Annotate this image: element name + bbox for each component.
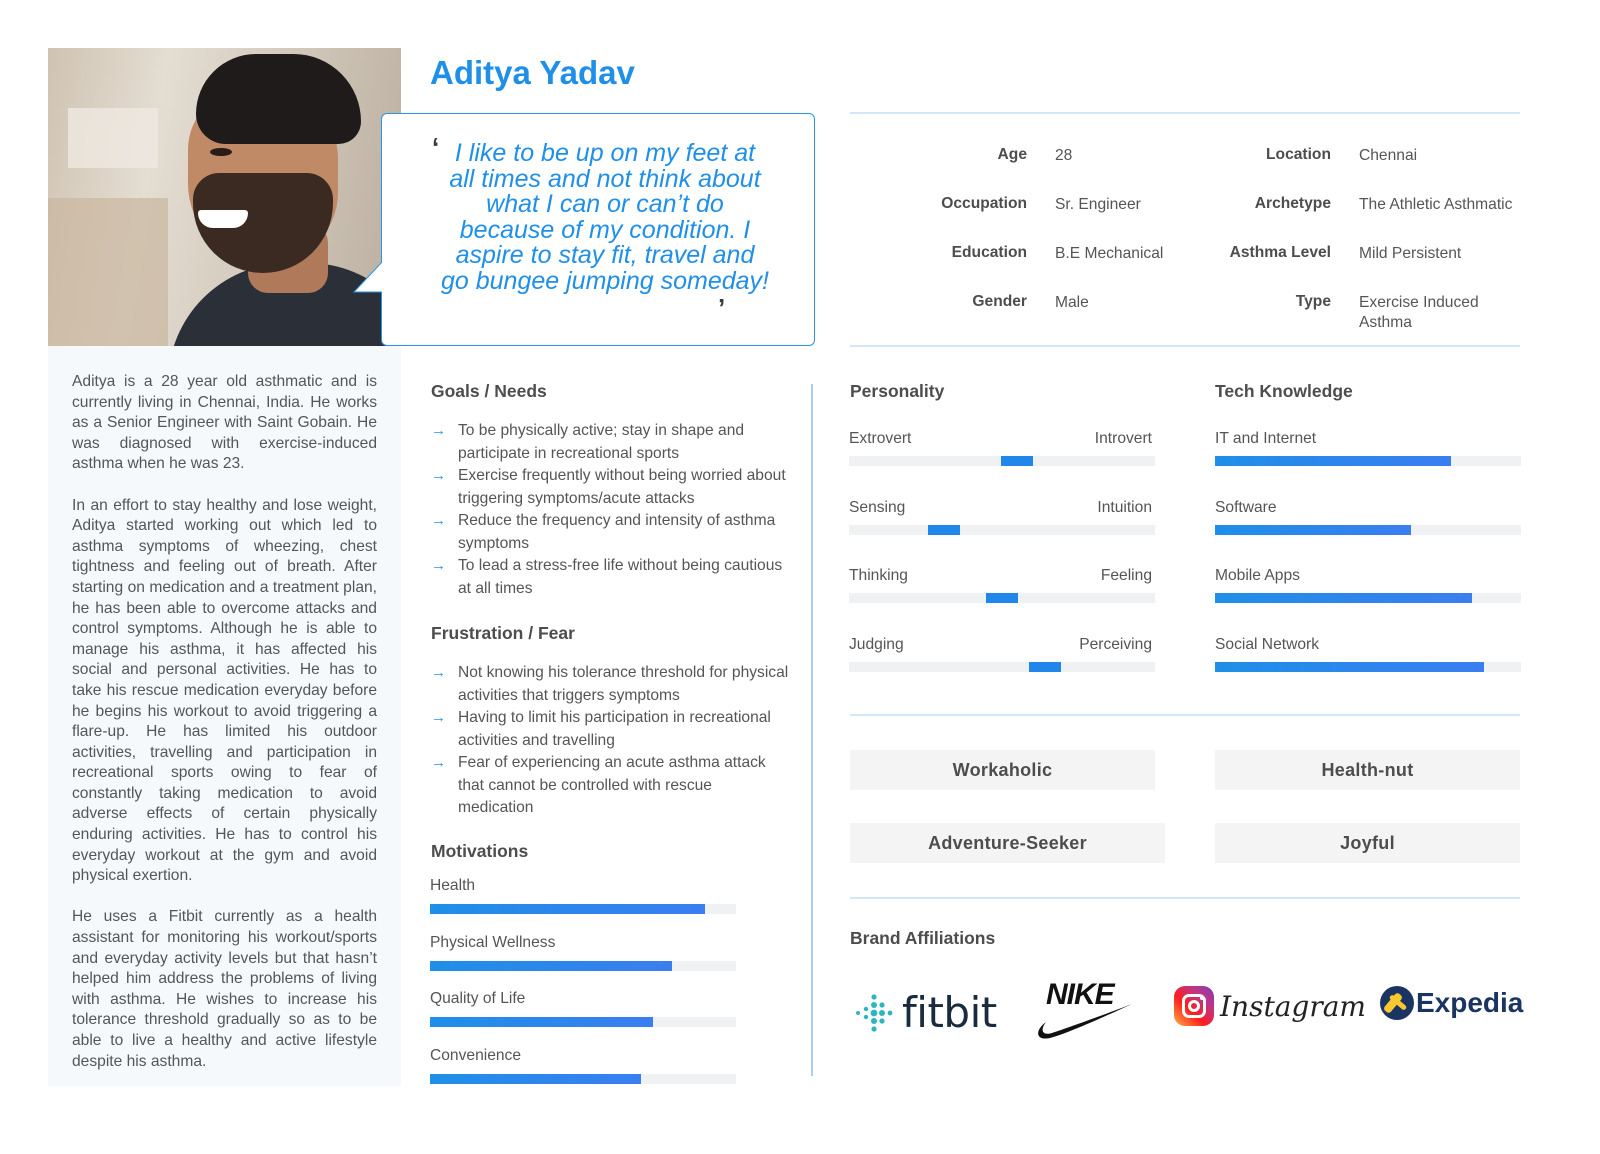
arrow-right-icon: → [431,557,446,574]
motivation-bar-fill [430,961,672,971]
persona-quote: I like to be up on my feet at all times and not think about what I can or can’t do because of my condition. I aspire to stay fit, travel and go bungee jumping someday! [440,139,769,295]
arrow-right-icon: → [431,754,446,771]
info-value: Male [1055,294,1089,311]
list-item-text: To lead a stress-free life without being cautious at all times [458,557,783,597]
list-item [431,555,791,600]
tech-label: IT and Internet [1215,430,1317,447]
info-value: Mild Persistent [1359,245,1462,262]
goals-heading: Goals / Needs [431,381,547,401]
tech-label: Mobile Apps [1215,567,1300,585]
divider [850,897,1520,899]
list-item [431,510,791,555]
info-key: Age [997,146,1027,163]
personality-right-label: Introvert [1094,430,1152,447]
info-key: Asthma Level [1229,244,1331,261]
brand-nike [1036,978,1114,1020]
personality-left-label: Thinking [849,567,908,585]
frustrations-heading: Frustration / Fear [431,623,575,643]
brand-name: NIKE [1046,978,1114,1011]
arrow-right-icon: → [431,512,446,529]
info-key: Occupation [941,195,1027,212]
tech-bar-fill [1215,456,1451,466]
arrow-right-icon: → [431,467,446,484]
arrow-right-icon: → [431,709,446,726]
arrow-right-icon: → [431,422,446,439]
list-item [431,465,791,510]
brand-fitbit [852,988,997,1037]
goals-list [431,420,791,600]
divider [850,112,1520,114]
list-item [431,420,791,465]
instagram-icon [1174,986,1214,1026]
personality-slider-marker [1001,456,1033,466]
brands-heading: Brand Affiliations [850,928,996,948]
tech-bar-track [1215,456,1521,466]
trait-badge: Health-nut [1215,750,1520,790]
arrow-right-icon: → [431,664,446,681]
tech-bar-fill [1215,662,1484,672]
motivation-bar-track [430,1017,736,1027]
personality-slider-track [849,456,1155,466]
personality-slider-marker [986,593,1018,603]
info-value: The Athletic Asthmatic [1359,196,1513,213]
motivation-bar-fill [430,1074,641,1084]
brand-expedia [1380,986,1523,1020]
trait-badge: Workaholic [850,750,1155,790]
tech-label: Software [1215,498,1277,516]
info-value: B.E Mechanical [1055,245,1164,262]
tech-heading: Tech Knowledge [1215,381,1353,401]
personality-heading: Personality [850,381,945,401]
frustrations-list [431,662,791,820]
motivation-bar-track [430,1074,736,1084]
brand-name: fitbit [902,988,997,1037]
tech-bar-track [1215,593,1521,603]
list-item-text: Having to limit his participation in recreational activities and travelling [458,709,771,749]
list-item-text: Not knowing his tolerance threshold for physical activities that triggers symptoms [458,664,789,704]
tech-bar-track [1215,525,1521,535]
close-quote-icon: ’ [718,293,726,323]
info-key: Location [1266,146,1331,163]
info-key: Gender [972,293,1027,310]
trait-badge: Joyful [1215,823,1520,863]
motivation-label: Health [430,877,476,894]
motivation-bar-fill [430,1017,653,1027]
motivations-heading: Motivations [431,841,529,861]
motivation-label: Convenience [430,1047,522,1065]
info-key: Education [951,244,1027,261]
personality-left-label: Sensing [849,498,906,516]
list-item-text: To be physically active; stay in shape and participate in recreational sports [458,422,745,462]
info-value: 28 [1055,147,1073,164]
column-divider [811,384,813,1076]
personality-right-label: Feeling [1100,567,1152,585]
brand-instagram [1174,986,1366,1026]
bio-paragraph: He uses a Fitbit currently as a health assistant for monitoring his workout/sports and everyday activity levels but that hasn’t helped him address the problems of living with asthma. He wishes to increase his tolerance threshold gradually so as to be able to live a healthy and active lifestyle despite his asthma. [72,908,377,1070]
tech-bar-fill [1215,593,1472,603]
personality-slider-marker [1029,662,1061,672]
info-value: Chennai [1359,147,1418,164]
divider [850,714,1520,716]
expedia-icon [1380,986,1414,1020]
motivation-bar-track [430,961,736,971]
brand-name: Expedia [1416,987,1524,1018]
bio-panel [48,346,401,1086]
info-key: Type [1295,293,1331,310]
list-item [431,707,791,752]
persona-name: Aditya Yadav [430,54,635,91]
divider [850,345,1520,347]
personality-slider-track [849,525,1155,535]
motivation-bar-fill [430,904,705,914]
list-item-text: Exercise frequently without being worried about triggering symptoms/acute attacks [458,467,786,507]
personality-right-label: Intuition [1097,498,1152,516]
info-value: Exercise Induced Asthma [1359,294,1479,331]
brand-name: Instagram [1220,989,1366,1023]
tech-label: Social Network [1215,636,1319,654]
open-quote-icon: ‘ [432,132,440,162]
trait-badge: Adventure-Seeker [850,823,1165,863]
quote-pointer [352,262,382,294]
motivation-label: Physical Wellness [430,933,556,951]
personality-right-label: Perceiving [1079,636,1152,654]
bio-paragraph: In an effort to stay healthy and lose weight, Aditya started working out which led to asthma symptoms of wheezing, chest tightness and feeling out of breath. After starting on medication and a treatment plan, he has been able to overcome attacks and control symptoms. Although he is able to manage his asthma, it has affected his social and personal activities. He has to take his rescue medication everyday before he begins his workout to avoid triggering a flare-up. He has limited his outdoor activities, travelling and participation in recreational sports owing to fear of constantly taking medication to avoid adverse effects of certain physically enduring activities. He has to control his everyday workout at the gym and avoid physical exertion. [72,496,377,885]
personality-slider-track [849,662,1155,672]
motivation-label: Quality of Life [430,990,526,1008]
tech-bar-fill [1215,525,1411,535]
info-key: Archetype [1254,195,1331,212]
personality-left-label: Extrovert [849,430,912,447]
tech-bar-track [1215,662,1521,672]
info-value: Sr. Engineer [1055,196,1141,213]
personality-left-label: Judging [849,636,904,654]
motivation-bar-track [430,904,736,914]
list-item [431,752,791,820]
personality-slider-marker [928,525,960,535]
list-item-text: Reduce the frequency and intensity of asthma symptoms [458,512,776,552]
bio-paragraph: Aditya is a 28 year old asthmatic and is currently living in Chennai, India. He works as a Senior Engineer with Saint Gobain. He was diagnosed with exercise-induced asthma when he was 23. [72,373,377,473]
list-item-text: Fear of experiencing an acute asthma attack that cannot be controlled with rescue medication [458,754,766,816]
persona-photo [48,48,401,346]
personality-slider-track [849,593,1155,603]
list-item [431,662,791,707]
fitbit-icon [852,991,896,1035]
